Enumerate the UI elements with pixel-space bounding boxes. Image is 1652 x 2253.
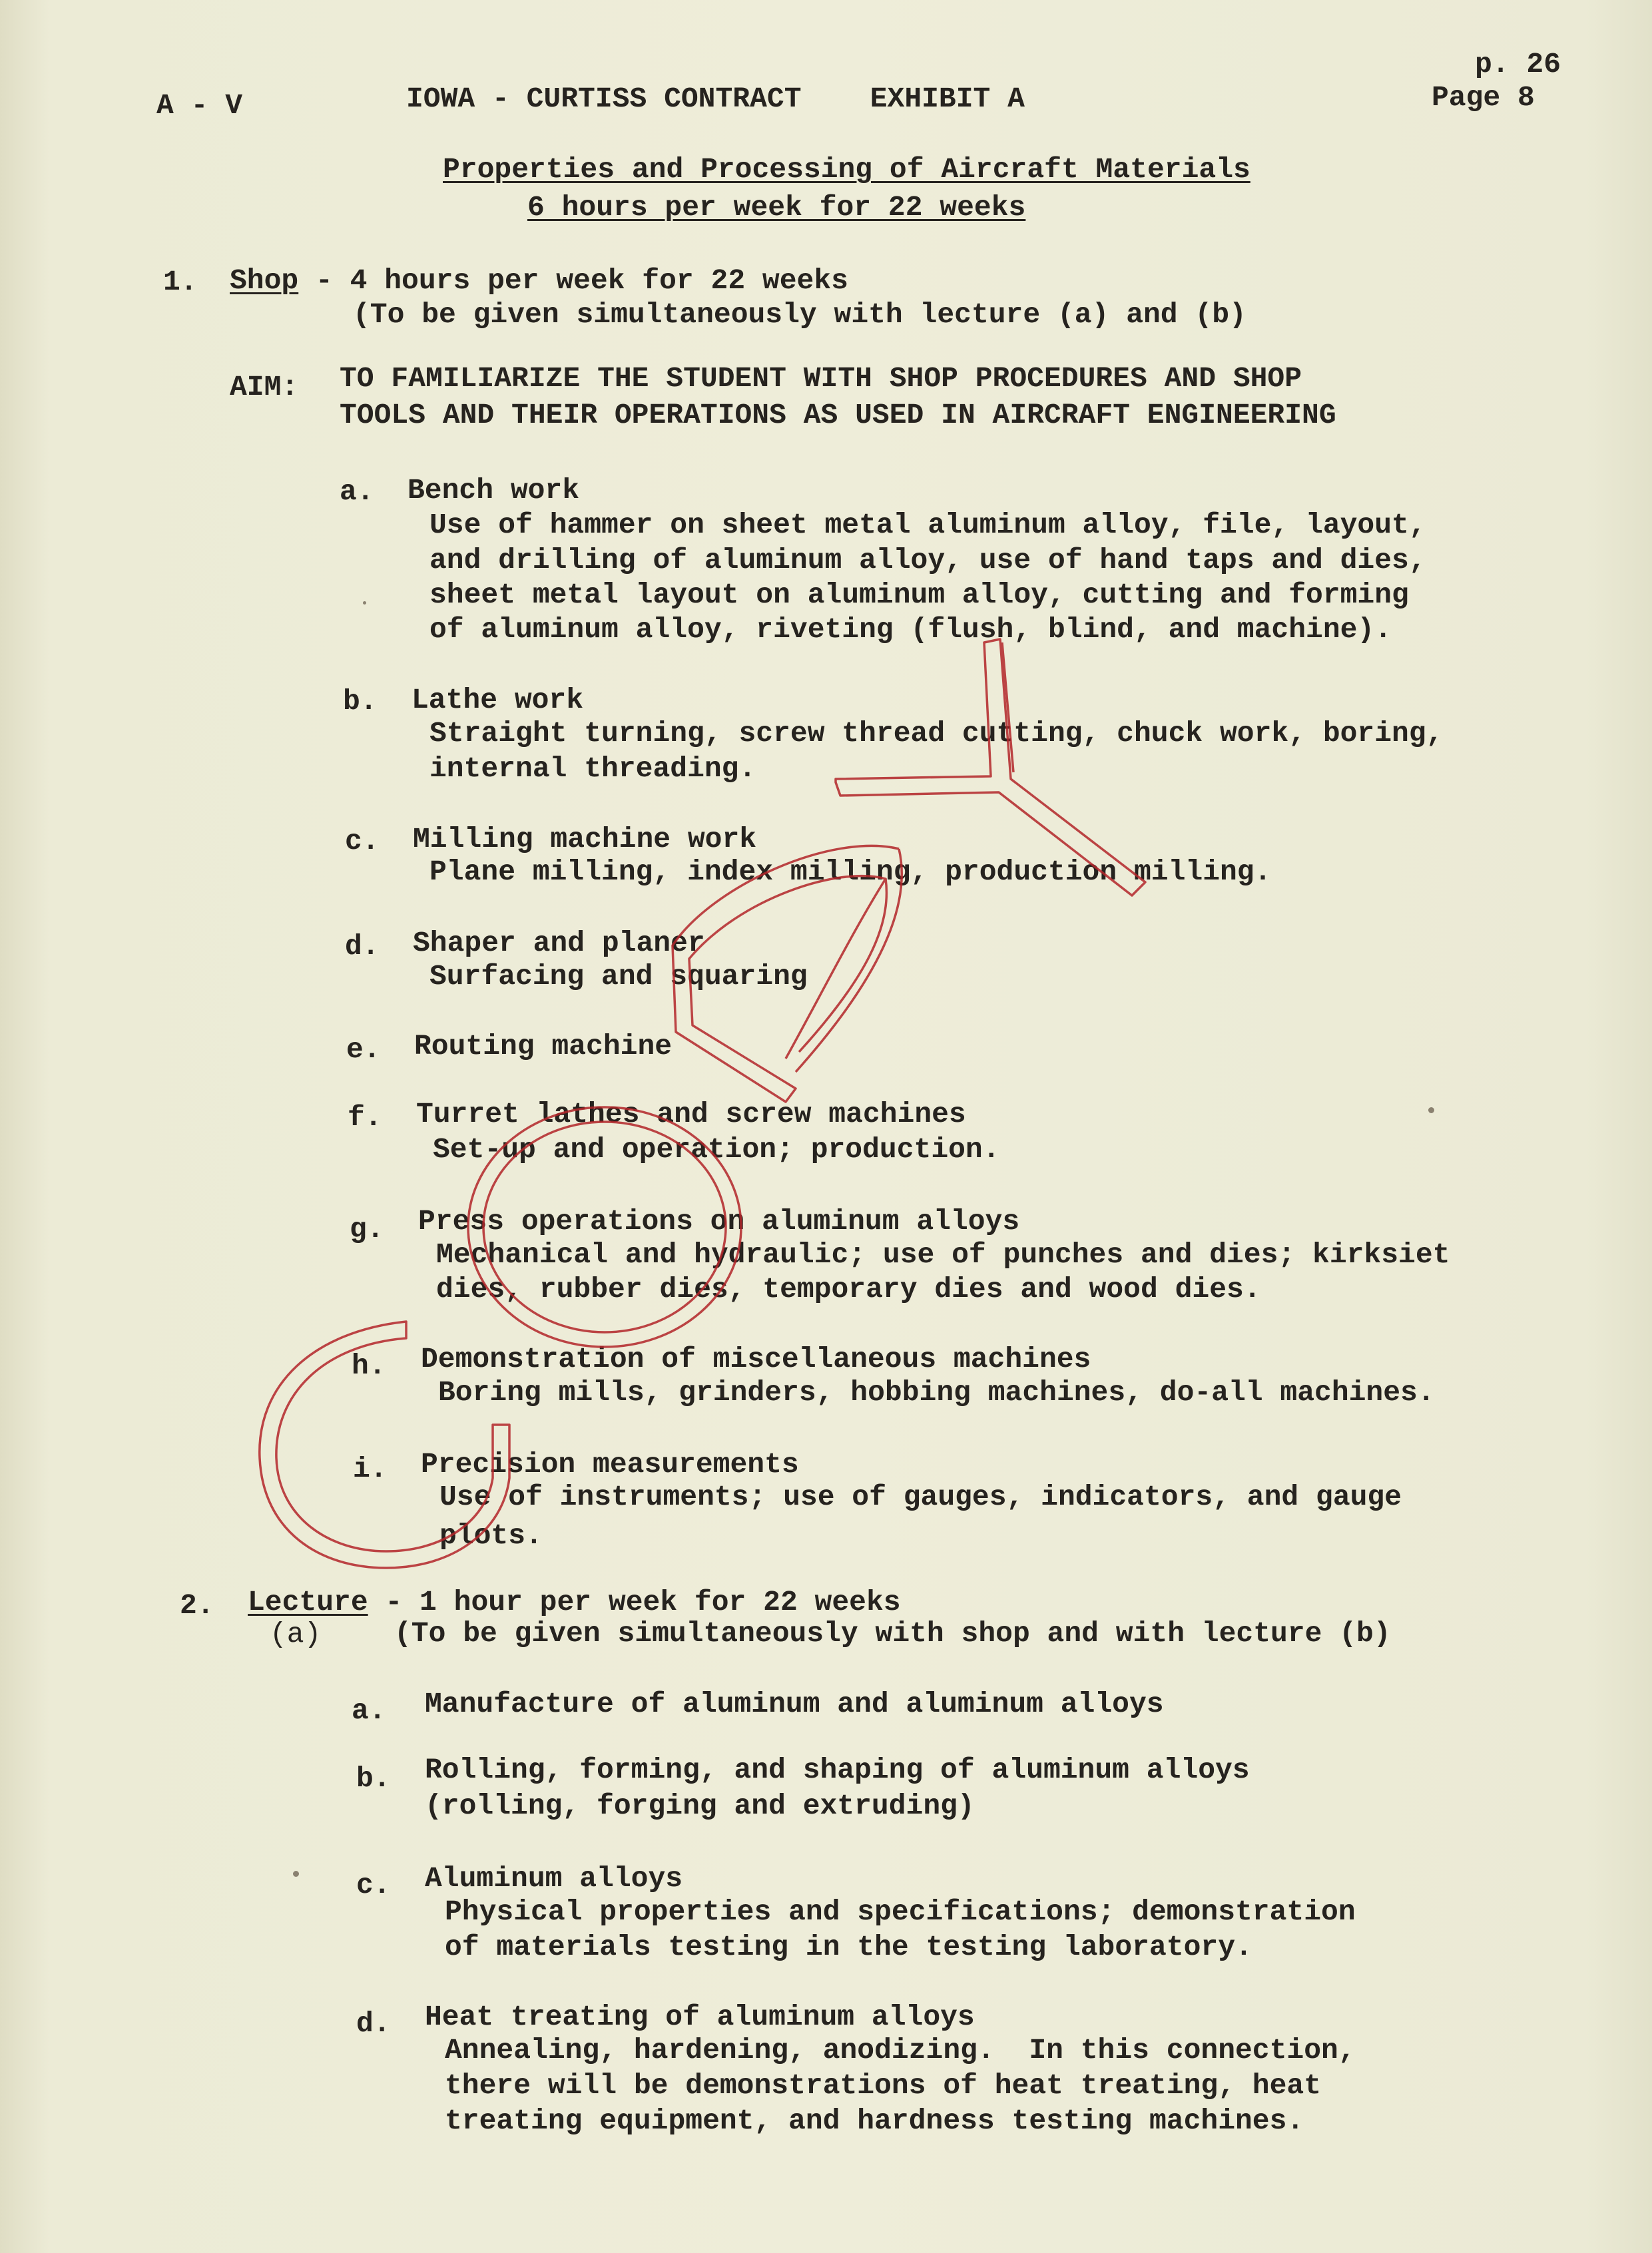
section-heading-line [248,1585,901,1621]
list-item-letter: a. [340,475,374,508]
list-item-line: Mechanical and hydraulic; use of punches and dies; kirksiet [436,1238,1450,1271]
list-item-title: Routing machine [414,1030,673,1063]
list-item-line: Use of hammer on sheet metal aluminum alloy, file, layout, [429,509,1426,541]
aim-label: AIM: [230,371,299,403]
paper-speck [293,1871,299,1877]
list-item-line: dies, rubber dies, temporary dies and wood dies. [436,1273,1261,1306]
list-item-letter: a. [352,1694,386,1727]
aim-text-line: TO FAMILIARIZE THE STUDENT WITH SHOP PROCEDURES AND SHOP [340,362,1302,395]
section-number: 2. [180,1589,214,1622]
list-item-line: internal threading. [429,752,756,785]
section-note: (To be given simultaneously with shop and with lecture (b) [394,1617,1391,1650]
list-item-line: plots. [439,1519,543,1552]
list-item-title: Milling machine work [413,823,757,856]
list-item-line: of aluminum alloy, riveting (flush, blind, and machine). [429,613,1392,646]
list-item-letter: c. [345,825,380,858]
list-item-line: Annealing, hardening, anodizing. In this connection, [445,2034,1356,2067]
list-item-title: Heat treating of aluminum alloys [425,2001,975,2033]
list-item-line: Straight turning, screw thread cutting, chuck work, boring, [429,717,1444,750]
list-item-title: Bench work [408,474,580,507]
document-subtitle: 6 hours per week for 22 weeks [527,191,1026,224]
list-item-letter: c. [356,1869,391,1901]
list-item-line: treating equipment, and hardness testing machines. [445,2105,1304,2137]
aim-text-line: TOOLS AND THEIR OPERATIONS AS USED IN AIRCRAFT ENGINEERING [340,399,1336,431]
list-item-line: Plane milling, index milling, production milling. [429,856,1272,888]
list-item-line: (rolling, forging and extruding) [425,1790,975,1822]
list-item-letter: g. [350,1213,384,1246]
section-heading-rest: - 1 hour per week for 22 weeks [368,1586,901,1619]
list-item-line: and drilling of aluminum alloy, use of hand taps and dies, [429,544,1426,577]
paper-speck [363,601,366,605]
section-heading-rest: - 4 hours per week for 22 weeks [298,264,848,297]
list-item-title: Press operations on aluminum alloys [418,1205,1020,1238]
list-item-title: Turret lathes and screw machines [416,1098,966,1130]
document-title: Properties and Processing of Aircraft Materials [443,153,1250,186]
section-heading: Shop [230,264,299,297]
list-item-title: Aluminum alloys [425,1862,683,1895]
list-item-letter: d. [356,2007,391,2040]
section-number: 1. [163,266,198,298]
section-heading-sub: (a) [270,1618,322,1650]
header-left-code: A - V [156,89,243,122]
list-item-title: Demonstration of miscellaneous machines [421,1343,1091,1376]
list-item-letter: h. [352,1350,386,1382]
list-item-letter: b. [343,685,378,718]
section-heading-line [230,263,848,299]
list-item-line: there will be demonstrations of heat treating, heat [445,2069,1322,2102]
header-contract-title: IOWA - CURTISS CONTRACT EXHIBIT A [406,83,1025,115]
list-item-line: Set-up and operation; production. [433,1133,1000,1166]
list-item-title: Shaper and planer [413,927,705,959]
list-item-letter: f. [348,1101,382,1134]
header-page-label: Page 8 [1432,81,1535,114]
list-item-letter: d. [345,930,380,963]
list-item-title: Precision measurements [421,1448,799,1481]
list-item-line: Use of instruments; use of gauges, indicators, and gauge [439,1481,1402,1513]
list-item-line: Surfacing and squaring [429,960,808,993]
list-item-title: Rolling, forming, and shaping of aluminum alloys [425,1754,1250,1786]
list-item-line: of materials testing in the testing laboratory. [445,1931,1252,1963]
paper-speck [1428,1107,1434,1113]
section-heading: Lecture [248,1586,368,1619]
list-item-title: Manufacture of aluminum and aluminum alloys [425,1688,1164,1720]
header-page-ref: p. 26 [1475,48,1561,81]
list-item-line: Physical properties and specifications; demonstration [445,1895,1356,1928]
list-item-letter: i. [353,1453,388,1485]
list-item-letter: e. [346,1033,381,1066]
list-item-letter: b. [356,1762,391,1795]
list-item-line: sheet metal layout on aluminum alloy, cutting and forming [429,579,1409,611]
section-note: (To be given simultaneously with lecture (a) and (b) [353,298,1246,331]
list-item-line: Boring mills, grinders, hobbing machines, do-all machines. [438,1376,1435,1409]
list-item-title: Lathe work [412,684,584,716]
